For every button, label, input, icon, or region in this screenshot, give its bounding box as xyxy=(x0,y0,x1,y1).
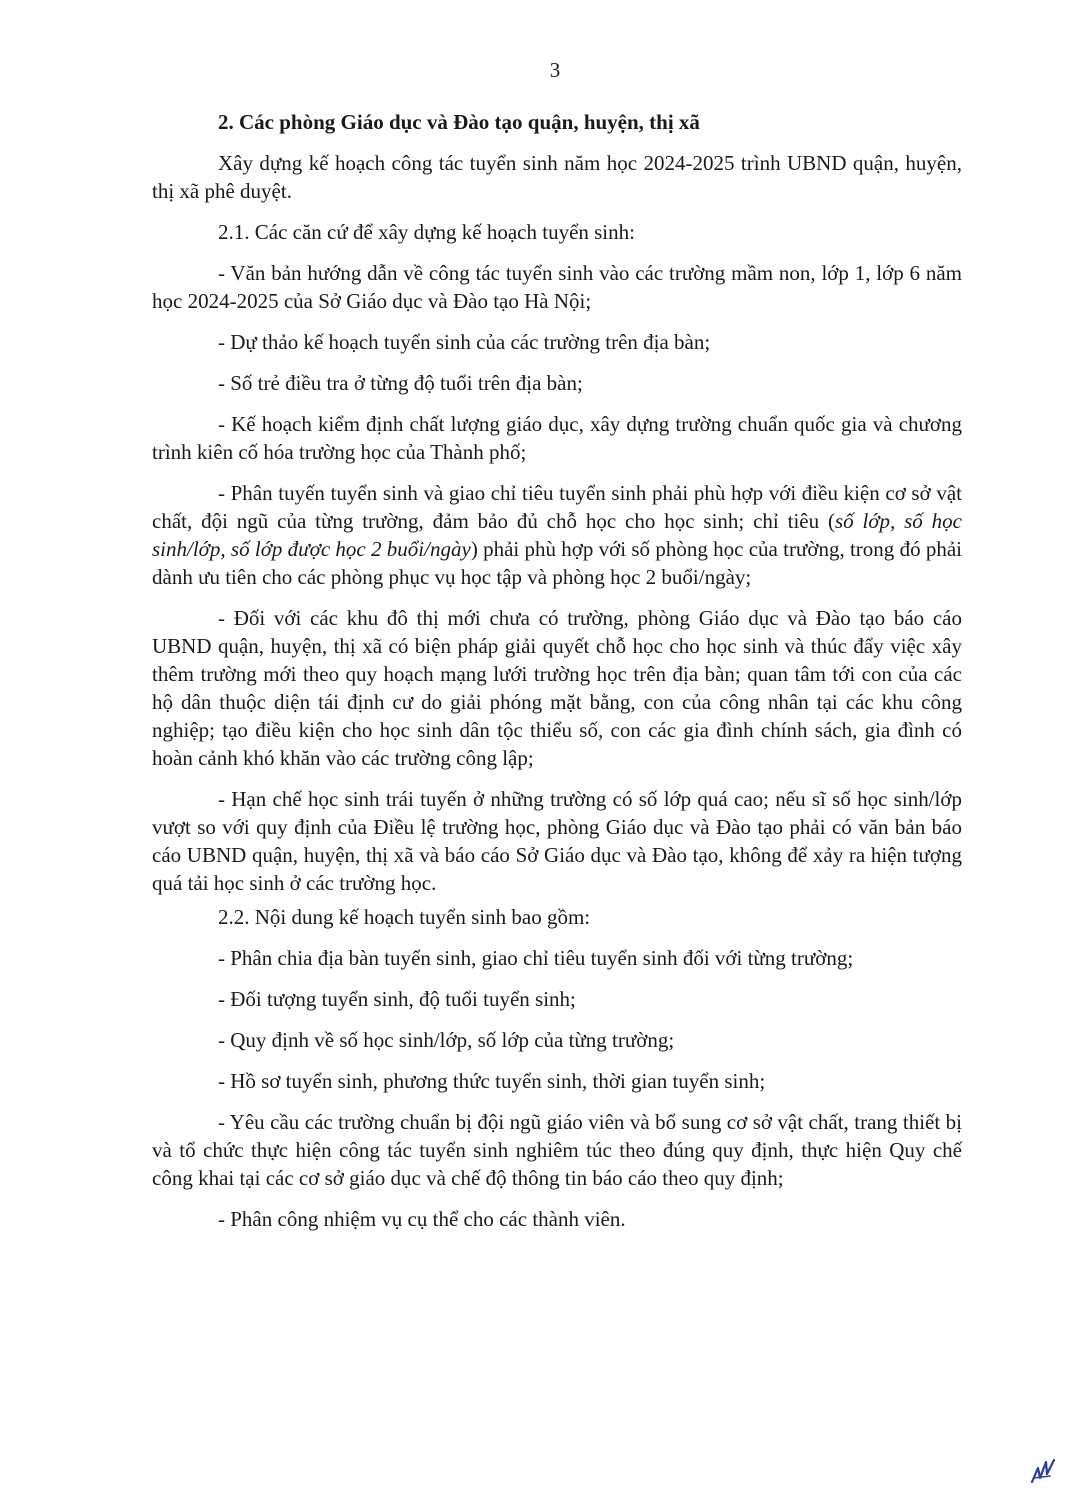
italic-text: số lớp, số học sinh/lớp, số lớp được học 2 buổi/ngày xyxy=(152,509,962,561)
paragraph: - Phân công nhiệm vụ cụ thể cho các thành viên. xyxy=(218,1207,626,1231)
paragraph: - Yêu cầu các trường chuẩn bị đội ngũ giáo viên và bổ sung cơ sở vật chất, trang thiết bị và tổ chức thực hiện công tác tuyển sinh nghiêm túc theo đúng quy định, thực hiện Quy chế công khai tại các cơ sở giáo dục và chế độ thông tin báo cáo theo quy định; xyxy=(152,1110,962,1190)
paragraph-text: - Phân tuyến tuyển sinh và giao chỉ tiêu tuyển sinh phải phù hợp với điều kiện cơ sở vật chất, đội ngũ của từng trường, đảm bảo đủ chỗ học cho học sinh; chỉ tiêu ( xyxy=(152,481,962,533)
section-heading: 2. Các phòng Giáo dục và Đào tạo quận, huyện, thị xã xyxy=(218,110,700,134)
paragraph: - Hồ sơ tuyển sinh, phương thức tuyển sinh, thời gian tuyển sinh; xyxy=(218,1069,766,1093)
paragraph: - Số trẻ điều tra ở từng độ tuổi trên địa bàn; xyxy=(218,371,583,395)
paragraph: - Hạn chế học sinh trái tuyến ở những trường có số lớp quá cao; nếu sĩ số học sinh/lớp vượt so với quy định của Điều lệ trường học, phòng Giáo dục và Đào tạo phải có văn bản báo cáo UBND quận, huyện, thị xã và báo cáo Sở Giáo dục và Đào tạo, không để xảy ra hiện tượng quá tải học sinh ở các trường học. xyxy=(152,787,962,895)
paragraph: - Kế hoạch kiểm định chất lượng giáo dục, xây dựng trường chuẩn quốc gia và chương trình kiên cố hóa trường học của Thành phố; xyxy=(152,412,962,464)
paragraph: Xây dựng kế hoạch công tác tuyển sinh năm học 2024-2025 trình UBND quận, huyện, thị xã phê duyệt. xyxy=(152,151,962,203)
paragraph-text: ) phải phù hợp với số phòng học của trường, trong đó phải dành ưu tiên cho các phòng phục vụ học tập và phòng học 2 buổi/ngày; xyxy=(152,537,963,589)
paragraph: - Dự thảo kế hoạch tuyển sinh của các trường trên địa bàn; xyxy=(218,330,711,354)
paragraph: - Quy định về số học sinh/lớp, số lớp của từng trường; xyxy=(218,1028,675,1052)
paragraph xyxy=(152,479,962,591)
paragraph: - Đối tượng tuyển sinh, độ tuổi tuyển sinh; xyxy=(218,987,576,1011)
paragraph: - Phân chia địa bàn tuyển sinh, giao chỉ tiêu tuyển sinh đối với từng trường; xyxy=(218,946,854,970)
subsection-heading: 2.2. Nội dung kế hoạch tuyển sinh bao gồm: xyxy=(218,905,591,929)
page-number: 3 xyxy=(549,58,561,82)
paragraph: - Đối với các khu đô thị mới chưa có trường, phòng Giáo dục và Đào tạo báo cáo UBND quận, huyện, thị xã có biện pháp giải quyết chỗ học cho học sinh và thúc đẩy việc xây thêm trường mới theo quy hoạch mạng lưới trường học trên địa bàn; quan tâm tới con của các hộ dân thuộc diện tái định cư do giải phóng mặt bằng, con của công nhân tại các khu công nghiệp; tạo điều kiện cho học sinh dân tộc thiểu số, con các gia đình chính sách, gia đình có hoàn cảnh khó khăn vào các trường công lập; xyxy=(152,606,962,770)
document-body xyxy=(152,108,962,1246)
paragraph: - Văn bản hướng dẫn về công tác tuyển sinh vào các trường mầm non, lớp 1, lớp 6 năm học 2024-2025 của Sở Giáo dục và Đào tạo Hà Nội; xyxy=(152,261,962,313)
subsection-heading: 2.1. Các căn cứ để xây dựng kế hoạch tuyển sinh: xyxy=(218,220,635,244)
signature-initial-icon xyxy=(1028,1456,1058,1486)
